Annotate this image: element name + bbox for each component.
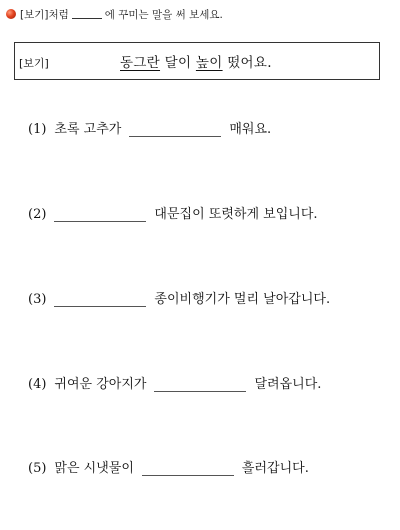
example-modifier-1: 동그란 bbox=[120, 55, 161, 71]
instruction bbox=[6, 6, 223, 22]
answer-blank-2[interactable] bbox=[54, 207, 146, 222]
example-box bbox=[14, 42, 380, 80]
answer-blank-4[interactable] bbox=[154, 377, 246, 392]
item-number: (3) bbox=[28, 292, 47, 307]
item-text-after: 종이비행기가 멀리 날아갑니다. bbox=[154, 292, 331, 307]
example-word-2: 달이 bbox=[164, 55, 192, 71]
example-word-4: 떴어요. bbox=[227, 55, 272, 71]
item-text-before: 귀여운 강아지가 bbox=[54, 377, 147, 392]
exercise-item-5 bbox=[28, 457, 309, 476]
item-number: (5) bbox=[28, 461, 47, 476]
item-number: (1) bbox=[28, 122, 47, 137]
answer-blank-5[interactable] bbox=[142, 461, 234, 476]
example-modifier-2: 높이 bbox=[195, 55, 223, 71]
exercise-item-2 bbox=[28, 203, 318, 222]
example-label: [보기] bbox=[19, 57, 49, 70]
instruction-prefix: [보기]처럼 bbox=[20, 8, 69, 21]
instruction-blank bbox=[72, 9, 102, 19]
item-text-after: 달려옵니다. bbox=[254, 377, 322, 392]
answer-blank-3[interactable] bbox=[54, 292, 146, 307]
item-text-after: 매워요. bbox=[229, 122, 272, 137]
exercise-item-3 bbox=[28, 288, 330, 307]
item-text-before: 초록 고추가 bbox=[54, 122, 122, 137]
bullet-icon bbox=[6, 9, 16, 19]
exercise-item-4 bbox=[28, 373, 321, 392]
item-number: (4) bbox=[28, 377, 47, 392]
item-text-after: 흘러갑니다. bbox=[241, 461, 309, 476]
answer-blank-1[interactable] bbox=[129, 122, 221, 137]
item-text-before: 맑은 시냇물이 bbox=[54, 461, 134, 476]
item-number: (2) bbox=[28, 207, 47, 222]
item-text-after: 대문집이 또렷하게 보입니다. bbox=[154, 207, 318, 222]
example-sentence bbox=[120, 51, 272, 71]
exercise-item-1 bbox=[28, 118, 271, 137]
instruction-suffix: 에 꾸미는 말을 써 보세요. bbox=[104, 8, 223, 21]
